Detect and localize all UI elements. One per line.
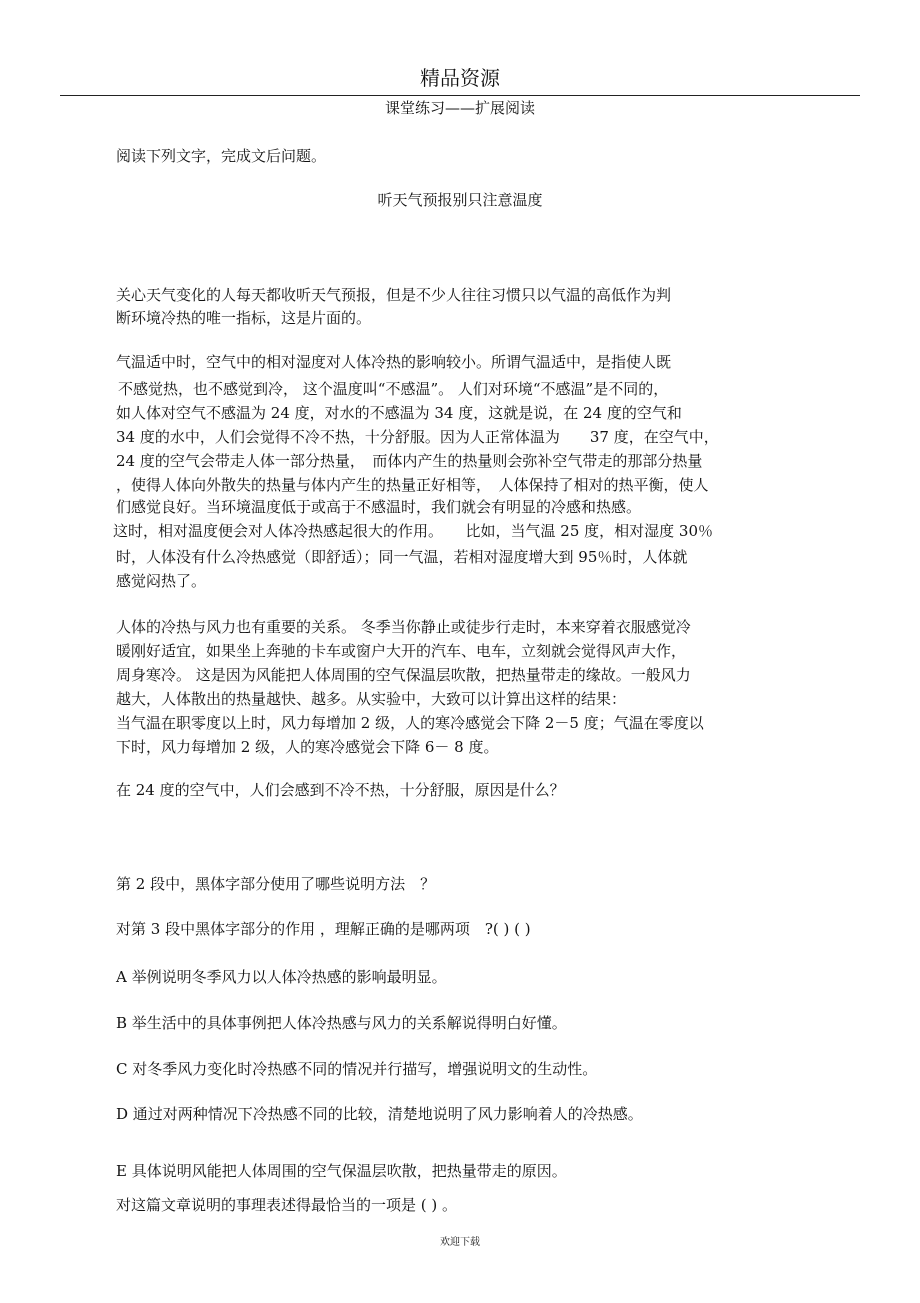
article-line: 不感觉热，也不感觉到冷， 这个温度叫“不感温”。 人们对环境“不感温”是不同的，	[118, 380, 669, 398]
option-a: A 举例说明冬季风力以人体冷热感的影响最明显。	[116, 968, 447, 986]
page-footer: 欢迎下载	[440, 1237, 480, 1248]
article-line: 们感觉良好。当环境温度低于或高于不感温时，我们就会有明显的冷感和热感。	[116, 498, 642, 516]
option-e: E 具体说明风能把人体周围的空气保温层吹散，把热量带走的原因。	[116, 1162, 567, 1180]
article-line: 时，人体没有什么冷热感觉（即舒适）；同一气温，若相对湿度增大到 95％时，人体就	[116, 548, 688, 566]
article-line: 这时，相对温度便会对人体冷热感起很大的作用。 比如，当气温 25 度，相对湿度 30％	[113, 522, 713, 540]
article-line: 暖刚好适宜，如果坐上奔驰的卡车或窗户大开的汽车、电车，立刻就会觉得风声大作，	[116, 642, 687, 660]
option-c: C 对冬季风力变化时冷热感不同的情况并行描写，增强说明文的生动性。	[116, 1060, 598, 1078]
article-line: 如人体对空气不感温为 24 度，对水的不感温为 34 度，这就是说，在 24 度的空气和	[116, 404, 682, 422]
article-line: 34 度的水中，人们会觉得不冷不热，十分舒服。因为人正常体温为 37 度，在空气中，	[116, 428, 719, 446]
article-line: 越大，人体散出的热量越快、越多。从实验中，大致可以计算出这样的结果：	[116, 690, 627, 708]
article-line: 人体的冷热与风力也有重要的关系。 冬季当你静止或徒步行走时，本来穿着衣服感觉冷	[116, 618, 691, 636]
article-line: ，使得人体向外散失的热量与体内产生的热量正好相等， 人体保持了相对的热平衡，使人	[116, 476, 709, 494]
option-d: D 通过对两种情况下冷热感不同的比较，清楚地说明了风力影响着人的冷热感。	[116, 1105, 643, 1123]
article-line: 24 度的空气会带走人体一部分热量， 而体内产生的热量则会弥补空气带走的那部分热量	[116, 452, 703, 470]
article-line: 感觉闷热了。	[116, 572, 207, 590]
header-title: 精品资源	[420, 66, 500, 90]
article-title: 听天气预报别只注意温度	[377, 191, 543, 209]
option-b: B 举生活中的具体事例把人体冷热感与风力的关系解说得明白好懂。	[116, 1014, 567, 1032]
header-subtitle: 课堂练习——扩展阅读	[384, 99, 535, 117]
question-4: 对这篇文章说明的事理表述得最恰当的一项是 ( ) 。	[116, 1196, 458, 1214]
article-line: 气温适中时，空气中的相对湿度对人体冷热的影响较小。所谓气温适中，是指使人既	[116, 353, 672, 371]
article-line: 周身寒冷。 这是因为风能把人体周围的空气保温层吹散，把热量带走的缘故。一般风力	[116, 666, 691, 684]
article-line: 关心天气变化的人每天都收听天气预报，但是不少人往往习惯只以气温的高低作为判	[116, 286, 672, 304]
question-3: 对第 3 段中黑体字部分的作用 ，理解正确的是哪两项 ?( ) ( )	[116, 920, 531, 938]
header-divider	[60, 95, 860, 96]
question-2: 第 2 段中，黑体字部分使用了哪些说明方法 ？	[116, 875, 436, 893]
article-line: 下时，风力每增加 2 级，人的寒冷感觉会下降 6－ 8 度。	[116, 738, 499, 756]
intro-instruction: 阅读下列文字，完成文后问题。	[116, 147, 327, 165]
question-1: 在 24 度的空气中，人们会感到不冷不热，十分舒服，原因是什么？	[116, 781, 565, 799]
article-line: 断环境冷热的唯一指标，这是片面的。	[116, 309, 372, 327]
article-line: 当气温在职零度以上时，风力每增加 2 级，人的寒冷感觉会下降 2－5 度；气温在零度以	[116, 714, 704, 732]
